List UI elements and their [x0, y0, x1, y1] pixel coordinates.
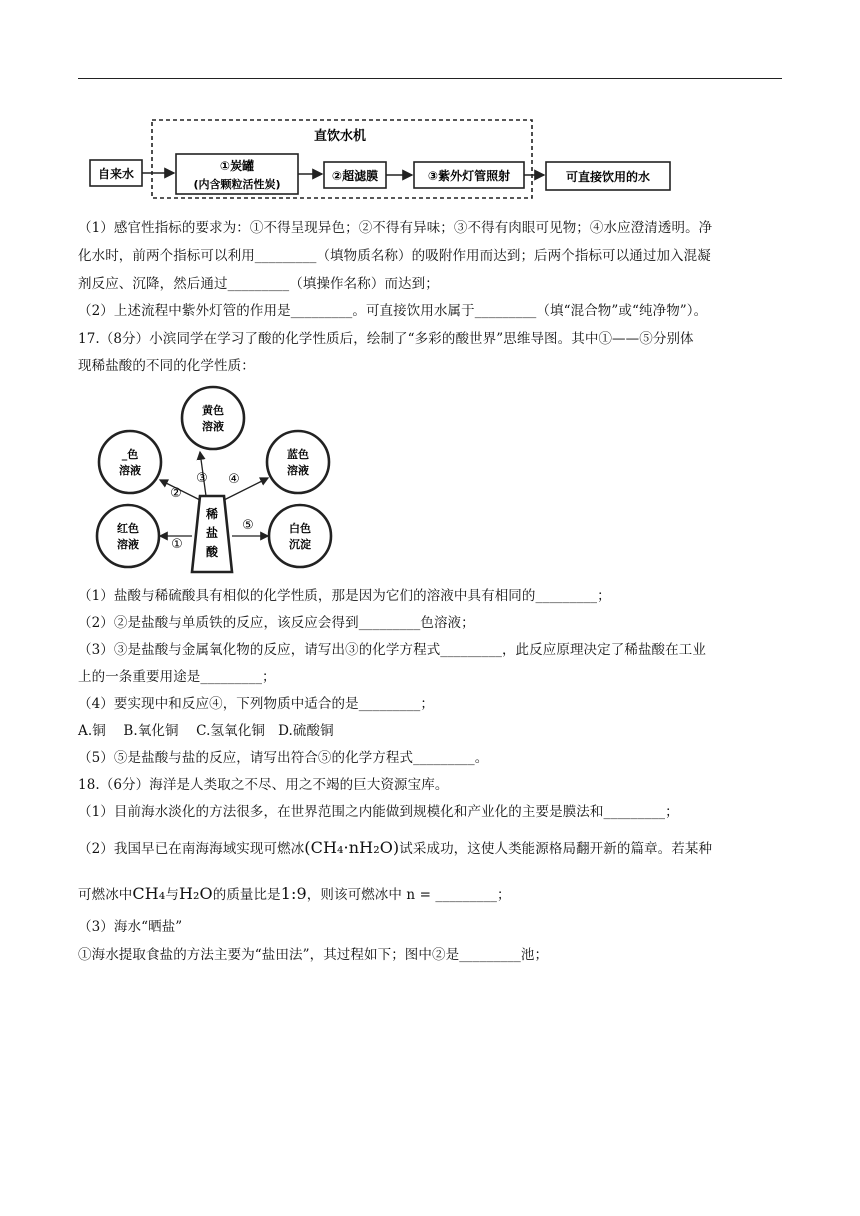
- q18-sub2-text-c: 可燃冰中: [78, 887, 133, 903]
- circle-left: [97, 505, 159, 567]
- q18-sub2-line1: [78, 838, 782, 859]
- q18-sub2-text-e: ，则该可燃冰中 n = _________；: [306, 887, 511, 903]
- num-5: ⑤: [242, 518, 254, 533]
- left-circle-label-2: 溶液: [117, 538, 139, 551]
- num-4: ④: [228, 472, 240, 487]
- top-circle-label-1: 黄色: [202, 404, 224, 417]
- machine-label: 直饮水机: [313, 129, 367, 144]
- output-label: 可直接饮用的水: [565, 170, 651, 184]
- upper-left-circle-label-2: 溶液: [119, 464, 141, 477]
- q17-sub2: （2）②是盐酸与单质铁的反应，该反应会得到_________色溶液；: [78, 615, 475, 631]
- beaker-char-3: 酸: [205, 545, 219, 559]
- water-purifier-flowchart: [88, 112, 674, 204]
- q16-part1-line2: 化水时，前两个指标可以利用_________（填物质名称）的吸附作用而达到；后两个指标可以通过加入混凝: [78, 248, 711, 264]
- top-circle-label-2: 溶液: [202, 420, 224, 433]
- circle-right: [269, 505, 331, 567]
- step2-label: ②超滤膜: [331, 169, 379, 183]
- upper-right-circle-label-2: 溶液: [287, 464, 309, 477]
- beaker-char-1: 稀: [205, 507, 219, 521]
- q17-sub4: （4）要实现中和反应④，下列物质中适合的是_________；: [78, 696, 434, 712]
- q17-sub4-options: A.铜 B.氧化铜 C.氢氧化铜 D.硫酸铜: [78, 723, 334, 739]
- beaker-char-2: 盐: [205, 526, 219, 540]
- source-label: 自来水: [97, 167, 135, 181]
- ch4-formula: CH₄: [132, 884, 166, 903]
- q17-sub1: （1）盐酸与稀硫酸具有相似的化学性质，那是因为它们的溶液中具有相同的_________；: [78, 588, 611, 604]
- circle-top: [182, 387, 244, 449]
- left-circle-label-1: 红色: [117, 522, 139, 535]
- acid-mind-map: [88, 384, 338, 576]
- step3-label: ③紫外灯管照射: [427, 169, 511, 183]
- q17-sub3-line1: （3）③是盐酸与金属氧化物的反应，请写出③的化学方程式_________，此反应原理决定了稀盐酸在工业: [78, 642, 706, 658]
- q18-sub3-item1: ①海水提取食盐的方法主要为“盐田法”，其过程如下；图中②是_________池；: [78, 947, 549, 963]
- q17-intro-line1: 17.（8分）小滨同学在学习了酸的化学性质后，绘制了“多彩的酸世界”思维导图。其中①——⑤分别体: [78, 331, 694, 347]
- q18-sub2-line2: [78, 884, 782, 905]
- right-circle-label-1: 白色: [289, 522, 311, 535]
- num-3: ③: [196, 471, 208, 486]
- step1-label: ①炭罐: [219, 159, 255, 173]
- q16-part1-line1: （1）感官性指标的要求为：①不得呈现异色；②不得有异味；③不得有肉眼可见物；④水应澄清透明。净: [78, 220, 713, 236]
- q18-sub2-and: 与: [165, 887, 179, 903]
- circle-upper-right: [267, 431, 329, 493]
- q18-sub3: （3）海水“晒盐”: [78, 919, 183, 935]
- right-circle-label-2: 沉淀: [289, 538, 311, 551]
- mass-ratio: 1:9: [280, 884, 307, 903]
- q17-intro-line2: 现稀盐酸的不同的化学性质：: [78, 358, 255, 374]
- q18-sub2-text-b: 试采成功，这使人类能源格局翻开新的篇章。若某种: [399, 841, 713, 857]
- methane-hydrate-formula: (CH₄·nH₂O): [304, 838, 400, 857]
- q18-sub1: （1）目前海水淡化的方法很多，在世界范围之内能做到规模化和产业化的主要是膜法和_________；: [78, 804, 679, 820]
- q16-part1-line3: 剂反应、沉降，然后通过_________（填操作名称）而达到；: [78, 276, 439, 292]
- q18-sub2-text-d: 的质量比是: [212, 887, 281, 903]
- q17-sub5: （5）⑤是盐酸与盐的反应，请写出符合⑤的化学方程式_________。: [78, 750, 489, 766]
- step1-sublabel: (内含颗粒活性炭): [193, 178, 281, 191]
- q18-sub2-text-a: （2）我国早已在南海海域实现可燃冰: [78, 841, 305, 857]
- upper-left-circle-label-1: _色: [121, 448, 139, 461]
- circle-upper-left: [99, 431, 161, 493]
- num-1: ①: [171, 537, 183, 552]
- upper-right-circle-label-1: 蓝色: [287, 448, 309, 461]
- num-2: ②: [170, 486, 182, 501]
- q16-part2: （2）上述流程中紫外灯管的作用是_________。可直接饮用水属于_________（填“混合物”或“纯净物”）。: [78, 303, 708, 319]
- q17-sub3-line2: 上的一条重要用途是_________；: [78, 669, 276, 685]
- header-rule: [78, 78, 782, 79]
- h2o-formula: H₂O: [178, 884, 213, 903]
- q18-intro: 18.（6分）海洋是人类取之不尽、用之不竭的巨大资源宝库。: [78, 777, 449, 793]
